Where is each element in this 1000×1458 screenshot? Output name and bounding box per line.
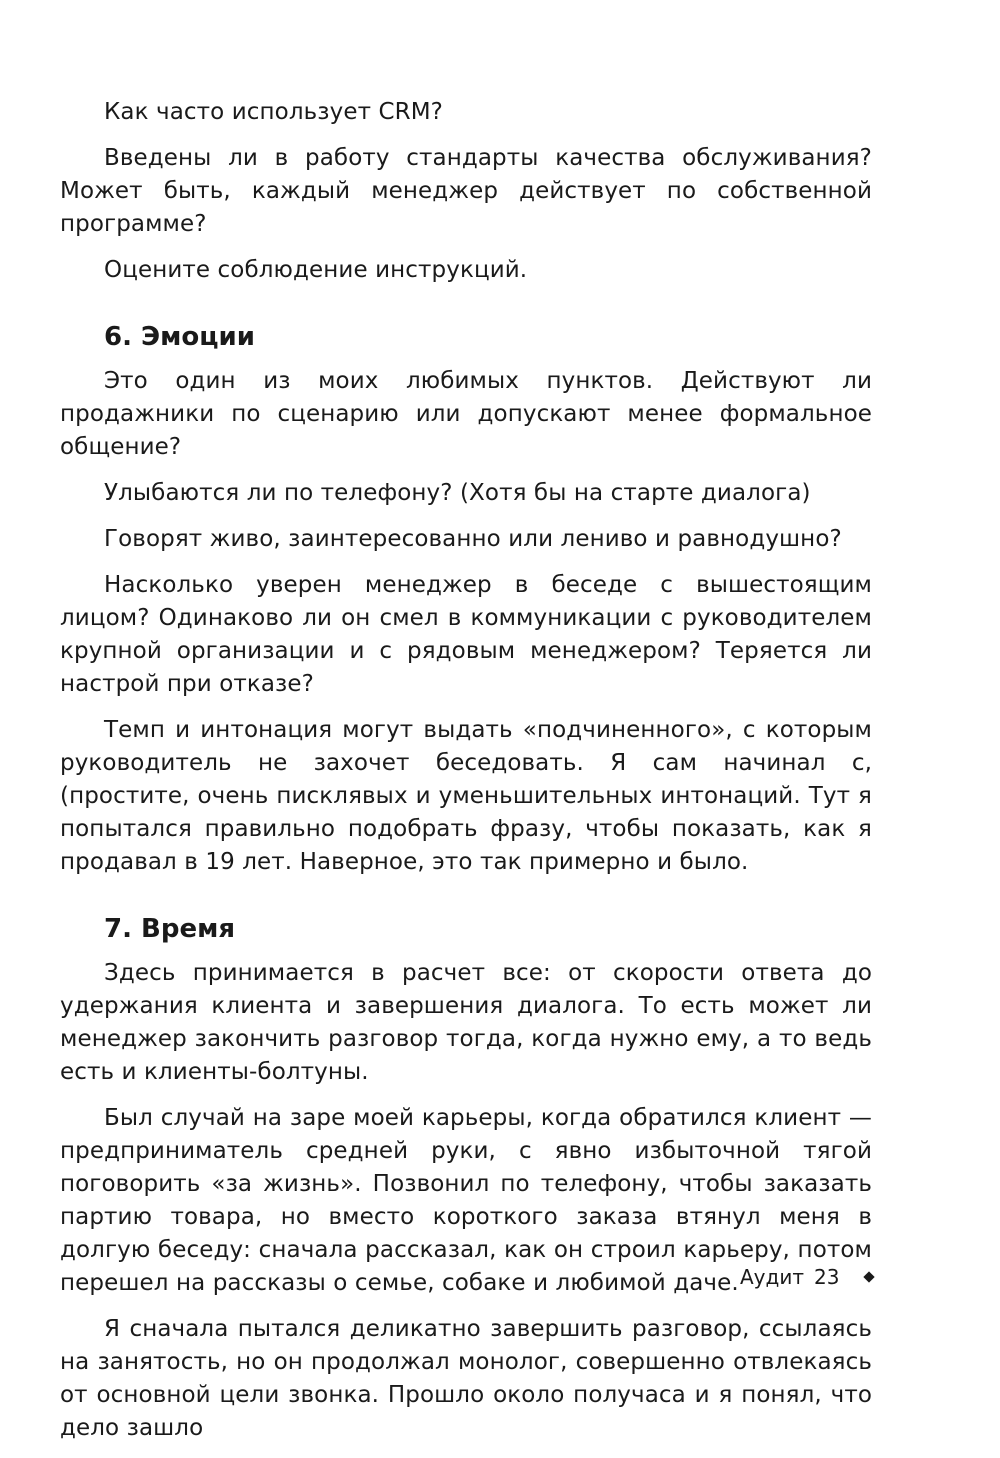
paragraph-tempo: Темп и интонация могут выдать «подчиненного», с которым руководитель не захочет беседовать. Я сам начинал с, (простите, очень писклявых и уменьшительных интонаций. Тут я попытался правильно подобрать фразу, чтобы показать, как я продавал в 19 лет. Наверное, это так примерно и было. xyxy=(60,717,872,875)
running-footer-section: Аудит xyxy=(740,1265,804,1289)
paragraph-crm-usage: Как часто использует CRM? xyxy=(104,99,443,125)
paragraph-client-story: Был случай на заре моей карьеры, когда обратился клиент — предприниматель средней руки, с явно избыточной тягой поговорить «за жизнь». Позвонил по телефону, чтобы заказать партию товара, но вместо короткого заказа втянул меня в долгую беседу: сначала рассказал, как он строил карьеру, потом перешел на рассказы о семье, собаке и любимой даче. xyxy=(60,1105,872,1296)
page-footer xyxy=(740,1264,873,1290)
section-heading-emotions: 6. Эмоции xyxy=(104,322,255,352)
paragraph-smile: Улыбаются ли по телефону? (Хотя бы на старте диалога) xyxy=(104,480,811,506)
paragraph-confidence: Насколько уверен менеджер в беседе с вышестоящим лицом? Одинаково ли он смел в коммуникации с руководителем крупной организации и с рядовым менеджером? Теряется ли настрой при отказе? xyxy=(60,572,872,697)
paragraph-service-standards: Введены ли в работу стандарты качества обслуживания? Может быть, каждый менеджер действует по собственной программе? xyxy=(60,145,872,237)
diamond-icon xyxy=(864,1271,875,1282)
paragraph-ending-attempt: Я сначала пытался деликатно завершить разговор, ссылаясь на занятость, но он продолжал монолог, совершенно отвлекаясь от основной цели звонка. Прошло около получаса и я понял, что дело зашло xyxy=(60,1316,872,1441)
paragraph-favorite-point: Это один из моих любимых пунктов. Действуют ли продажники по сценарию или допускают менее формальное общение? xyxy=(60,368,872,460)
section-heading-time: 7. Время xyxy=(104,914,236,944)
page-body xyxy=(60,96,872,1458)
paragraph-instructions: Оцените соблюдение инструкций. xyxy=(104,257,528,283)
paragraph-time-factors: Здесь принимается в расчет все: от скорости ответа до удержания клиента и завершения диалога. То есть может ли менеджер закончить разговор тогда, когда нужно ему, а то ведь есть и клиенты-болтуны. xyxy=(60,960,872,1085)
paragraph-lively: Говорят живо, заинтересованно или лениво и равнодушно? xyxy=(104,526,842,552)
page-number: 23 xyxy=(814,1265,840,1289)
